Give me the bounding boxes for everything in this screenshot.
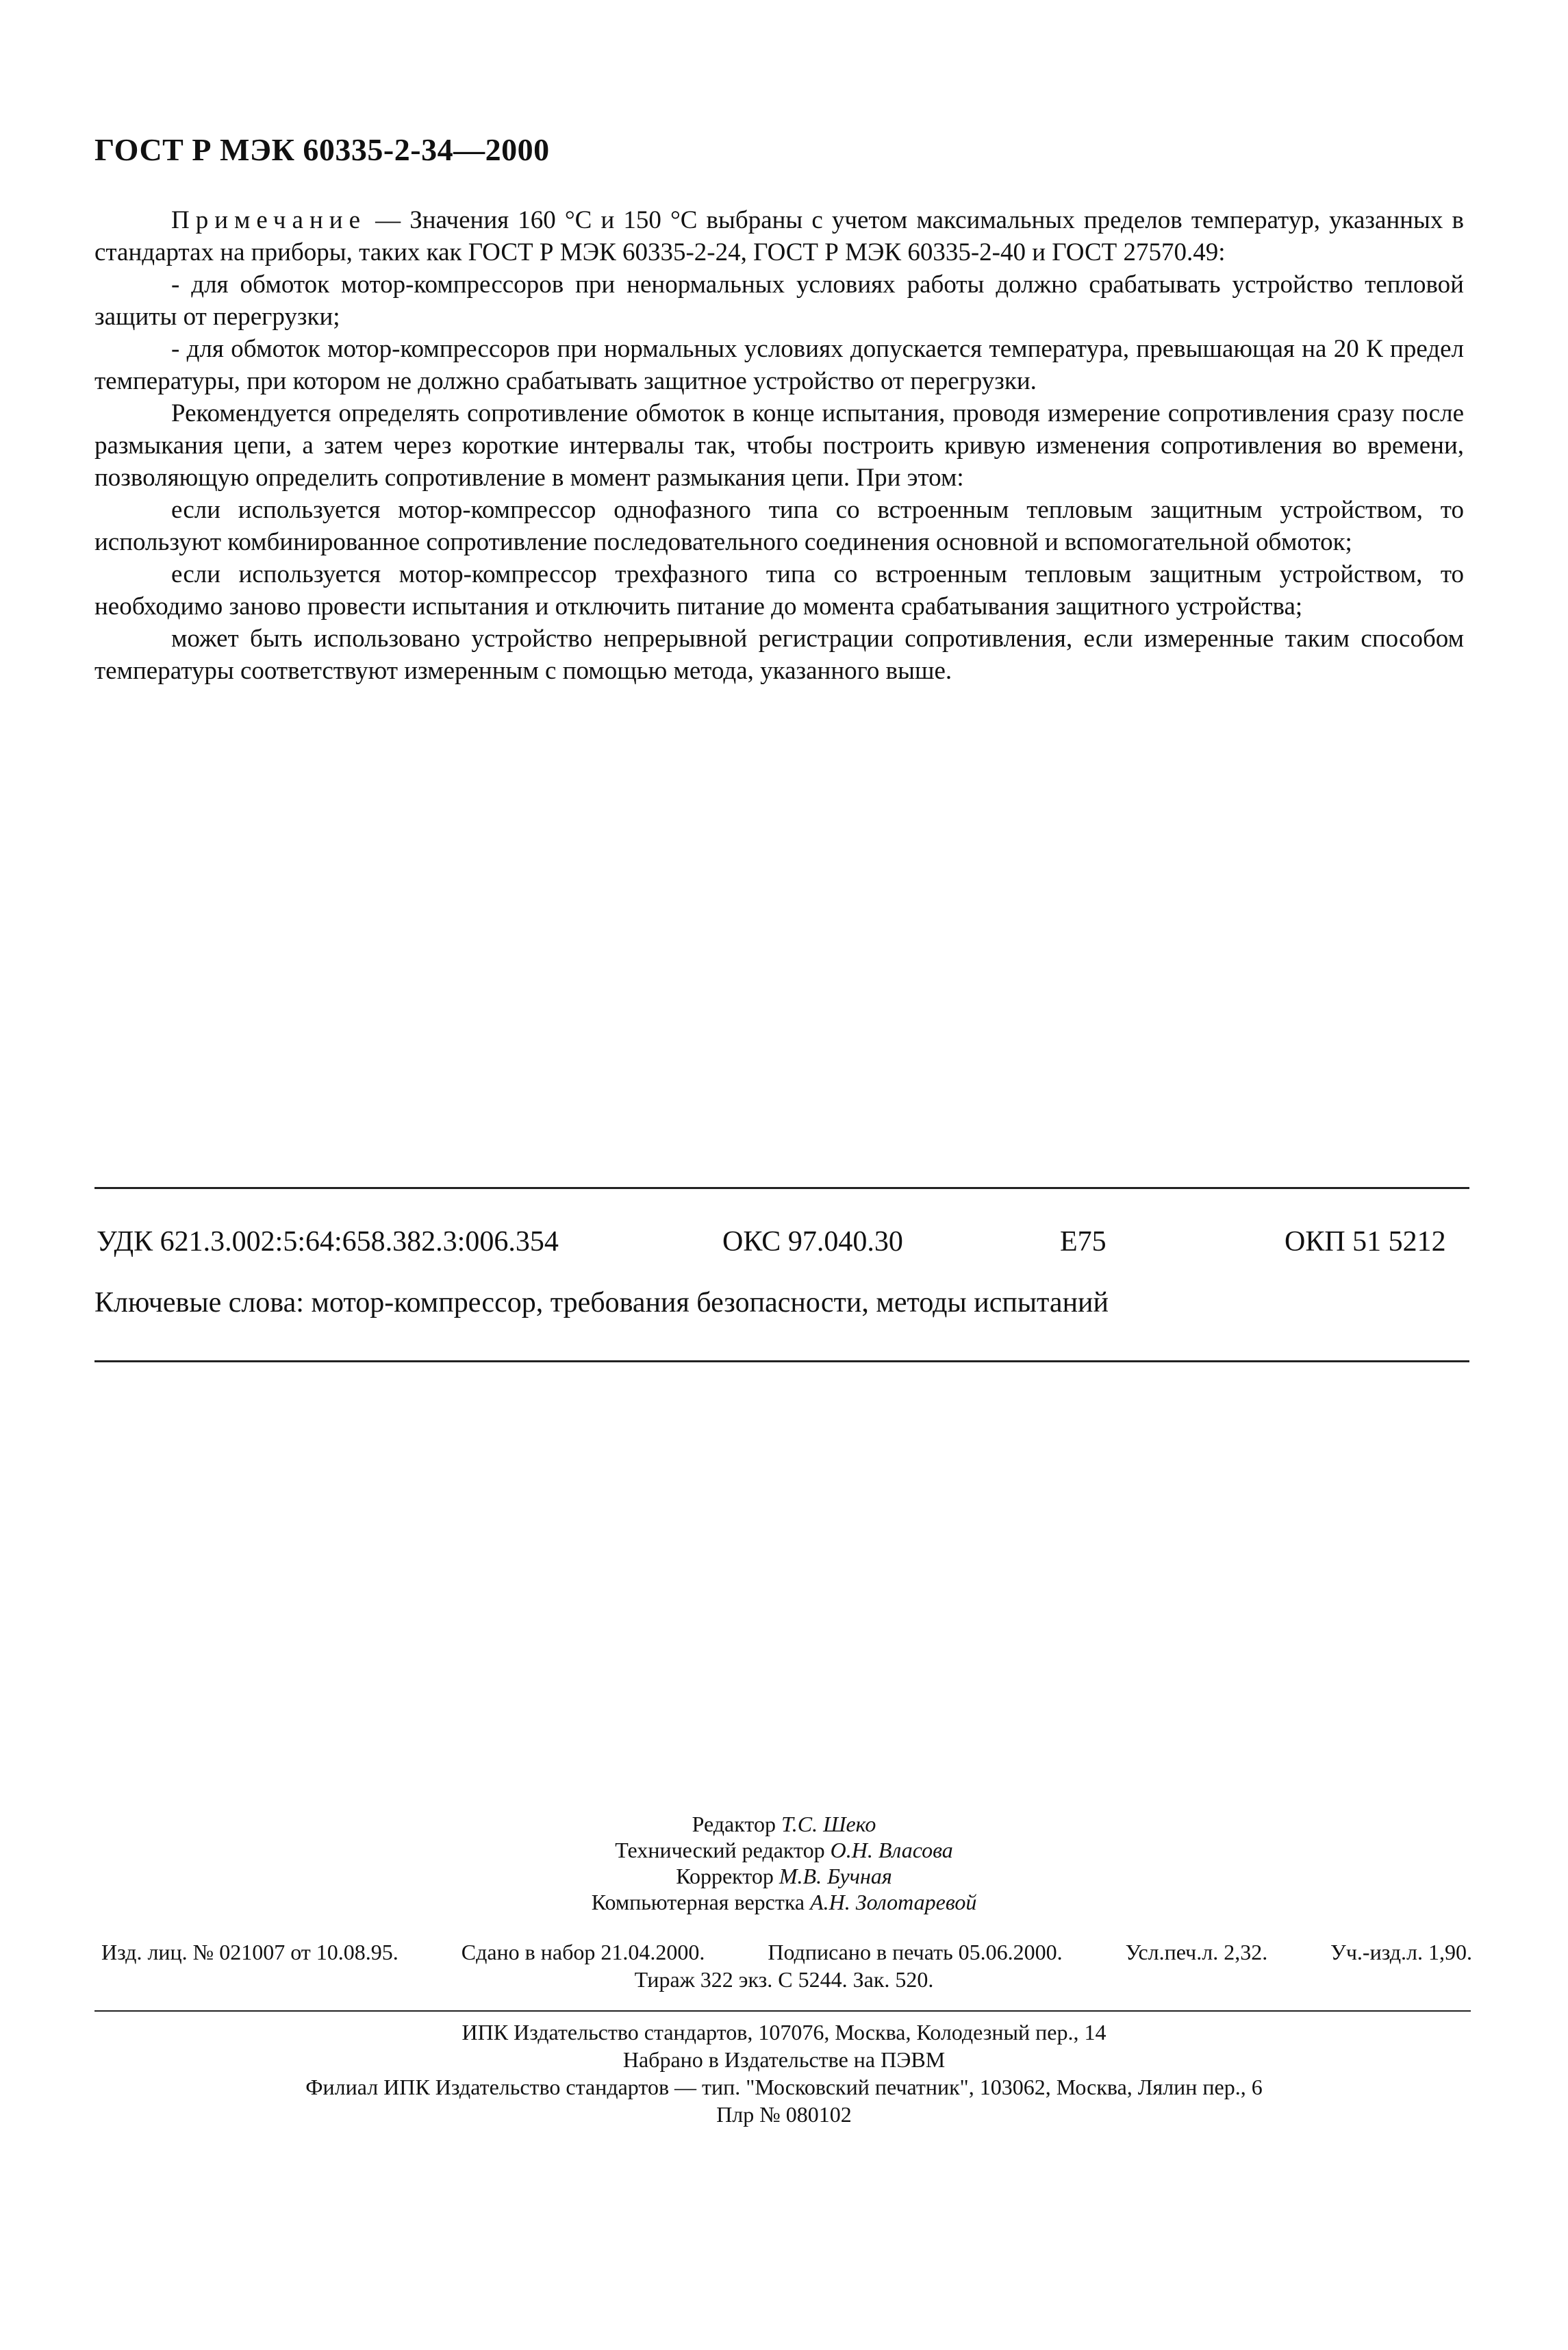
okp-code: ОКП 51 5212 [1285, 1226, 1446, 1258]
note-paragraph-7: может быть использовано устройство непрерывной регистрации сопротивления, если измеренные таким способом температуры соответствуют измеренным с помощью метода, указанного выше. [94, 625, 1464, 685]
note-paragraph-1 [94, 204, 1464, 268]
note-label: Примечание [171, 206, 366, 234]
note-paragraph-3: - для обмоток мотор-компрессоров при нормальных условиях допускается температура, превышающая на 20 К предел температуры, при котором не должно срабатывать защитное устройство от перегрузки. [94, 335, 1464, 395]
note-paragraph-2: - для обмоток мотор-компрессоров при ненормальных условиях работы должно срабатывать устройство тепловой защиты от перегрузки; [94, 271, 1464, 331]
credit-editor-label: Редактор [692, 1812, 776, 1836]
publication-pub-sheets: Уч.-изд.л. 1,90. [1330, 1940, 1472, 1964]
credit-layout-name: А.Н. Золотаревой [810, 1890, 977, 1914]
document-header-title: ГОСТ Р МЭК 60335-2-34—2000 [94, 132, 550, 167]
note-paragraph-6: если используется мотор-компрессор трехфазного типа со встроенным тепловым защитным устройством, то необходимо заново провести испытания и отключить питание до момента срабатывания защитного устройства; [94, 560, 1464, 621]
keywords-line: Ключевые слова: мотор-компрессор, требования безопасности, методы испытаний [94, 1287, 1109, 1318]
credit-editor-name: Т.С. Шеко [781, 1812, 876, 1836]
publication-info [0, 1938, 1568, 1993]
publication-run: Тираж 322 экз. С 5244. Зак. 520. [634, 1967, 934, 1992]
note-paragraph-1-text: — Значения 160 °С и 150 °С выбраны с учетом максимальных пределов температур, указанных в стандартах на приборы, таких как ГОСТ Р МЭК 60335-2-24, ГОСТ Р МЭК 60335-2-40 и ГОСТ 27570.49: [94, 206, 1464, 266]
bottom-divider [94, 2010, 1471, 2012]
udk-code: УДК 621.3.002:5:64:658.382.3:006.354 [97, 1226, 559, 1258]
publication-info-line-1 [0, 1938, 1568, 1966]
imprint-line-2: Набрано в Издательстве на ПЭВМ [622, 2047, 946, 2072]
note-paragraph-5: если используется мотор-компрессор однофазного типа со встроенным тепловым защитным устройством, то используют комбинированное сопротивление последовательного соединения основной и вспомогательной обмоток; [94, 496, 1464, 556]
credit-proofreader-name: М.В. Бучная [779, 1864, 892, 1888]
credit-proofreader [0, 1863, 1568, 1889]
credits-block [0, 1811, 1568, 1915]
imprint-line-1: ИПК Издательство стандартов, 107076, Москва, Колодезный пер., 14 [461, 2020, 1107, 2045]
credit-layout [0, 1889, 1568, 1915]
publication-signed: Подписано в печать 05.06.2000. [768, 1940, 1063, 1964]
publication-print-sheets: Усл.печ.л. 2,32. [1125, 1940, 1268, 1964]
imprint-line-4: Плр № 080102 [716, 2102, 852, 2127]
oks-code: ОКС 97.040.30 [722, 1226, 903, 1258]
publication-submitted: Сдано в набор 21.04.2000. [461, 1940, 705, 1964]
credit-layout-label: Компьютерная верстка [591, 1890, 805, 1914]
publication-license: Изд. лиц. № 021007 от 10.08.95. [101, 1940, 399, 1964]
imprint-block [0, 2018, 1568, 2128]
note-body [94, 204, 1464, 687]
top-divider [94, 1187, 1469, 1189]
group-code: Е75 [1060, 1226, 1107, 1258]
imprint-line-3: Филиал ИПК Издательство стандартов — тип. "Московский печатник", 103062, Москва, Лялин пер., 6 [305, 2075, 1263, 2099]
credit-tech-editor [0, 1837, 1568, 1863]
middle-divider [94, 1360, 1469, 1362]
credit-tech-editor-label: Технический редактор [615, 1838, 825, 1862]
credit-proofreader-label: Корректор [676, 1864, 774, 1888]
credit-tech-editor-name: О.Н. Власова [830, 1838, 953, 1862]
note-paragraph-4: Рекомендуется определять сопротивление обмоток в конце испытания, проводя измерение сопротивления сразу после размыкания цепи, а затем через короткие интервалы так, чтобы построить кривую изменения сопротивления во времени, позволяющую определить сопротивление в момент размыкания цепи. При этом: [94, 399, 1464, 492]
credit-editor [0, 1811, 1568, 1837]
